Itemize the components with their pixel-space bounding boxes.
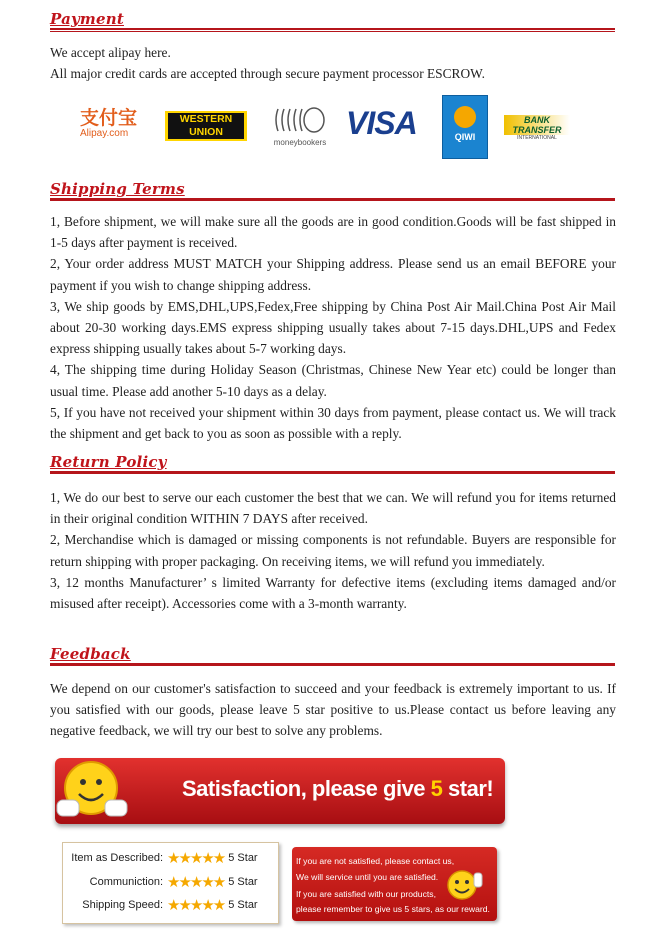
return-item: 2, Merchandise which is damaged or missing components is not refundable. Buyers are responsible for return shipping with proper packaging. On receiving items, we will refund you immediately. [50, 532, 616, 569]
bank-transfer-logo [504, 115, 570, 141]
rating-value: 5 Star [228, 852, 258, 864]
feedback-text [50, 678, 616, 742]
five-star-banner [55, 758, 505, 824]
shipping-item: 4, The shipping time during Holiday Season (Christmas, Chinese New Year etc) could be longer than usual time. Please add another 5-10 days as a delay. [50, 362, 616, 399]
smiley-thumbs-up-icon [53, 750, 131, 828]
divider [50, 31, 615, 32]
payment-logos [80, 95, 580, 159]
note-line: please remember to give us 5 stars, as our reward. [296, 904, 490, 914]
moneybookers-logo [270, 105, 330, 147]
banner-text-b: star! [442, 776, 494, 801]
divider [50, 28, 615, 30]
payment-header [50, 10, 615, 32]
shipping-item: 2, Your order address MUST MATCH your Shipping address. Please send us an email BEFORE your payment if you wish to change shipping address. [50, 256, 616, 293]
divider [50, 663, 615, 666]
section-title-feedback: Feedback [50, 645, 131, 663]
rating-row [63, 896, 258, 914]
rating-row [63, 873, 258, 891]
feedback-paragraph: We depend on our customer's satisfaction to succeed and your feedback is extremely important to us. If you satisfied with our goods, please leave 5 star positive to us.Please contact us before leaving any negative feedback, we will try our best to solve any problems. [50, 681, 616, 739]
wu-text: WESTERN [168, 113, 244, 126]
rating-label: Item as Described: [71, 852, 163, 864]
section-title-payment: Payment [50, 10, 124, 28]
divider [50, 198, 615, 201]
payment-text [50, 42, 616, 84]
shipping-header [50, 180, 615, 201]
rating-value: 5 Star [228, 876, 258, 888]
note-line: If you are not satisfied, please contact us, [296, 856, 455, 866]
wu-text: UNION [168, 126, 244, 139]
return-item: 3, 12 months Manufacturer’ s limited Warranty for defective items (excluding items damaged and/or misused after receipt). Accessories come with a 3-month warranty. [50, 574, 616, 612]
qiwi-logo [442, 95, 488, 159]
stars-icon: ★★★★★ [167, 897, 225, 914]
divider [50, 471, 615, 474]
shipping-item: 1, Before shipment, we will make sure all the goods are in good condition.Goods will be fast shipped in 1-5 days after payment is received. [50, 214, 616, 251]
alipay-text: Alipay.com [80, 128, 129, 139]
rating-label: Communiction: [89, 876, 163, 888]
qiwi-text: QIWI [454, 132, 476, 142]
alipay-logo [80, 103, 142, 147]
visa-logo: VISA [346, 105, 417, 141]
moneybookers-text: moneybookers [273, 138, 327, 147]
shipping-text [50, 211, 616, 444]
rating-value: 5 Star [228, 899, 258, 911]
note-line: We will service until you are satisfied. [296, 872, 439, 882]
alipay-cn-text: 支付宝 [80, 108, 138, 129]
note-line: If you are satisfied with our products, [296, 889, 436, 899]
banner-text-a: Satisfaction, please give [182, 776, 431, 801]
satisfaction-note [292, 847, 497, 921]
payment-line: We accept alipay here. [50, 45, 171, 60]
qiwi-circle-icon [454, 106, 476, 128]
rating-row [63, 849, 258, 867]
moneybookers-icon [270, 105, 330, 135]
shipping-item: 5, If you have not received your shipment within 30 days from payment, please contact us. We will track the shipment and get back to you as soon as possible with a reply. [50, 404, 616, 442]
return-header [50, 453, 615, 474]
shipping-item: 3, We ship goods by EMS,DHL,UPS,Fedex,Free shipping by China Post Air Mail.China Post Air Mail about 20-30 working days.EMS express shipping usually takes about 7-15 days.DHL,UPS and Fedex express shipping usually takes about 5-7 working days. [50, 298, 616, 357]
bank-transfer-sub: INTERNATIONAL [517, 135, 557, 141]
return-item: 1, We do our best to serve our each customer the best that we can. We will refund you for items returned in their original condition WITHIN 7 DAYS after received. [50, 490, 616, 527]
stars-icon: ★★★★★ [167, 850, 225, 867]
banner-five: 5 [430, 776, 443, 801]
banner-text [182, 776, 493, 802]
bank-transfer-text: BANK TRANSFER [504, 115, 570, 135]
rating-label: Shipping Speed: [82, 899, 163, 911]
smiley-icon [442, 863, 486, 907]
stars-icon: ★★★★★ [167, 874, 225, 891]
western-union-logo [165, 111, 247, 141]
payment-line: All major credit cards are accepted through secure payment processor ESCROW. [50, 66, 485, 82]
section-title-return: Return Policy [50, 453, 167, 471]
return-text [50, 487, 616, 614]
rating-box [62, 842, 279, 924]
feedback-header [50, 645, 615, 666]
section-title-shipping: Shipping Terms [50, 180, 185, 198]
